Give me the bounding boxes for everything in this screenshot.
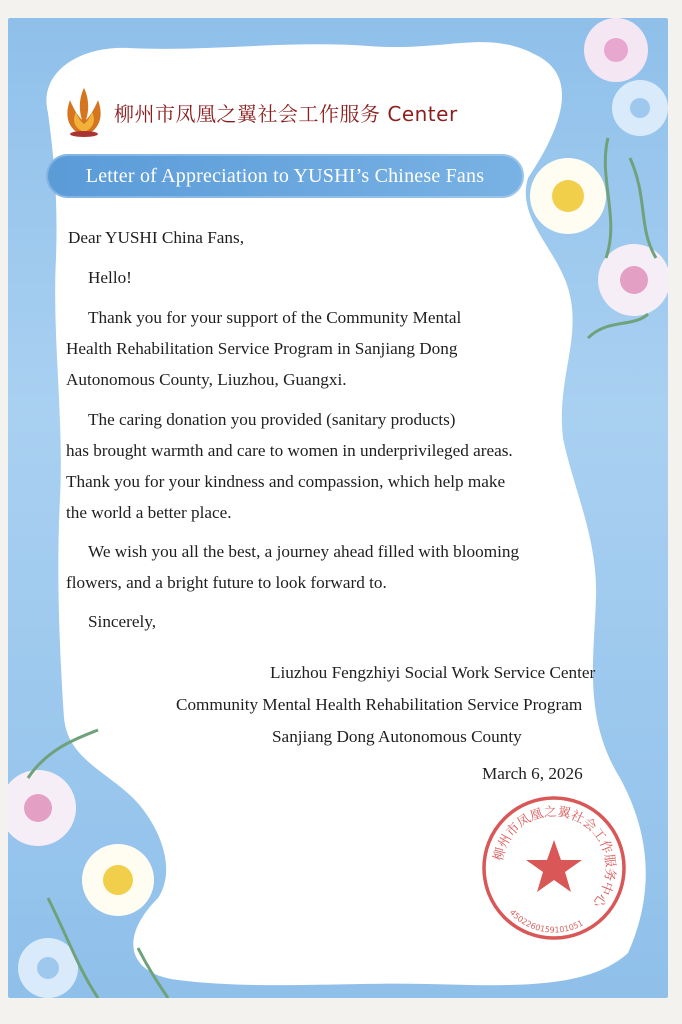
svg-text:4502260159101051: 4502260159101051 — [507, 907, 585, 935]
paragraph2-line2: has brought warmth and care to women in underprivileged areas. — [66, 441, 513, 460]
greeting: Hello! — [88, 268, 132, 287]
paragraph1-line3: Autonomous County, Liuzhou, Guangxi. — [66, 370, 347, 389]
paragraph3-line2: flowers, and a bright future to look forward to. — [66, 573, 387, 592]
svg-text:柳州市凤凰之翼社会工作服务中心: 柳州市凤凰之翼社会工作服务中心 — [491, 804, 618, 910]
signature-org: Liuzhou Fengzhiyi Social Work Service Center — [270, 663, 596, 682]
paragraph1-line1: Thank you for your support of the Community Mental — [88, 308, 462, 327]
flower-pink-left — [8, 770, 76, 846]
salutation: Dear YUSHI China Fans, — [68, 228, 244, 247]
banner-title: Letter of Appreciation to YUSHI’s Chinese Fans — [85, 164, 485, 187]
title-banner — [46, 154, 524, 198]
official-red-seal — [478, 792, 630, 944]
signature-county: Sanjiang Dong Autonomous County — [272, 727, 522, 746]
signature-date: March 6, 2026 — [482, 764, 583, 783]
flower-blue-left — [18, 938, 78, 998]
paragraph2-line3: Thank you for your kindness and compassion, which help make — [66, 472, 506, 491]
signature-program: Community Mental Health Rehabilitation Service Program — [176, 695, 583, 714]
paragraph2-line1: The caring donation you provided (sanitary products) — [88, 410, 456, 429]
flower-yellow-left — [82, 844, 154, 916]
org-title: 柳州市凤凰之翼社会工作服务 Center — [114, 101, 458, 126]
phoenix-logo-icon — [60, 86, 108, 138]
paragraph2-line4: the world a better place. — [66, 503, 232, 522]
closing: Sincerely, — [88, 612, 157, 631]
paragraph1-line2: Health Rehabilitation Service Program in Sanjiang Dong — [66, 339, 458, 358]
paragraph3-line1: We wish you all the best, a journey ahead filled with blooming — [88, 542, 520, 561]
flower-top-right-1 — [584, 18, 648, 82]
org-header — [60, 86, 458, 138]
flower-top-right-2 — [612, 80, 668, 136]
flower-yellow-right — [530, 158, 606, 234]
